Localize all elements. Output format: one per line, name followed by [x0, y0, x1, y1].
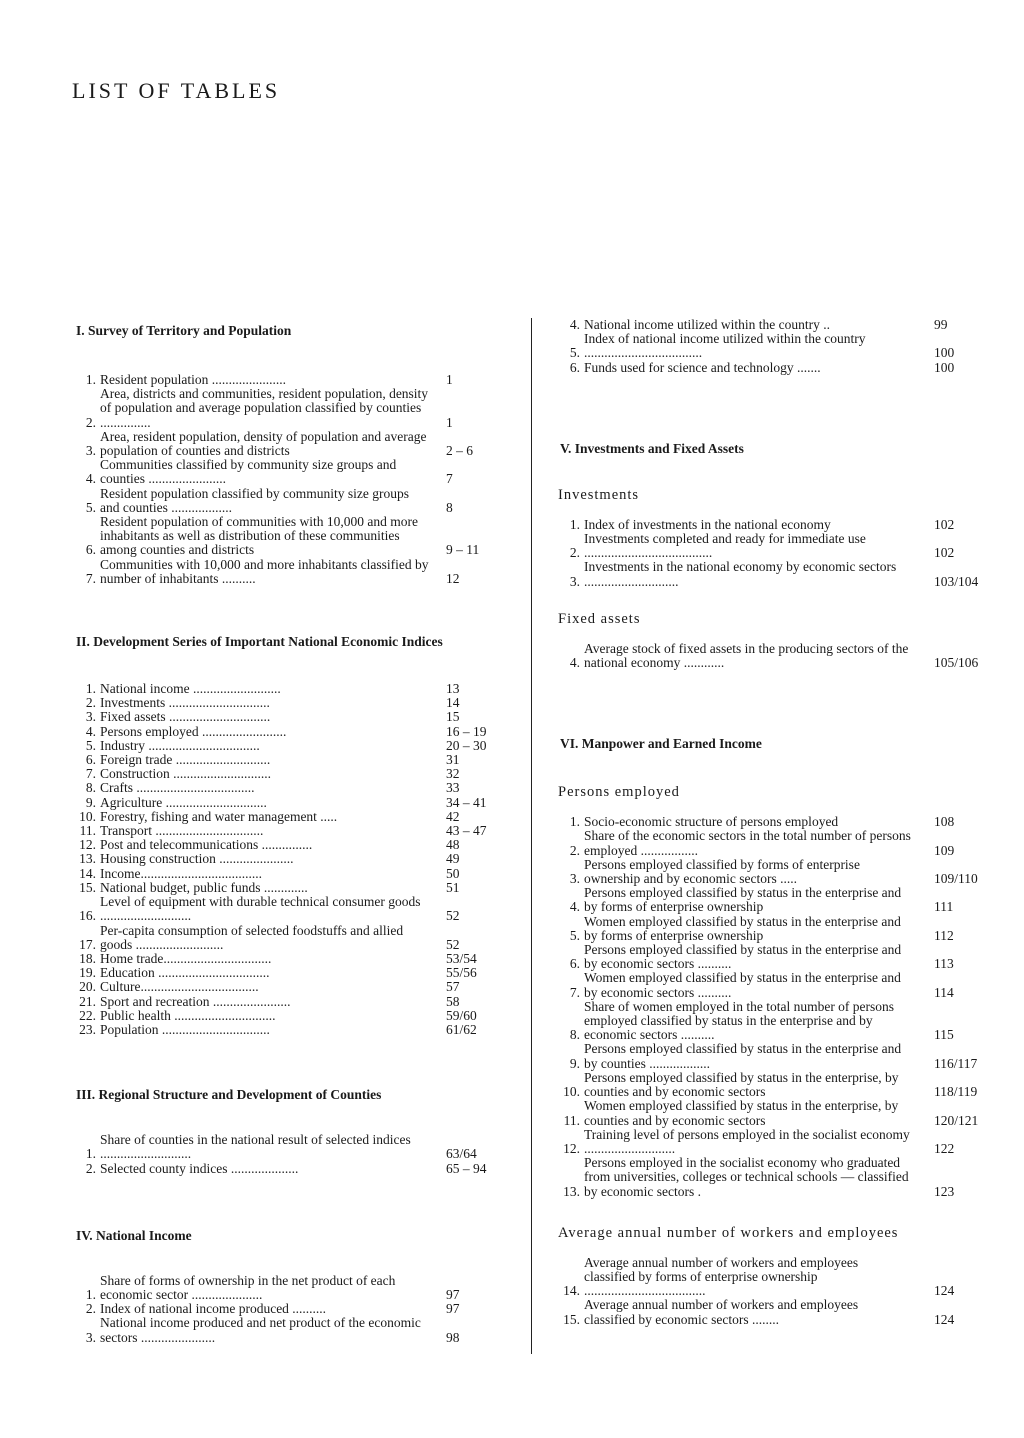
toc-entry[interactable]: [556, 1256, 996, 1299]
section-vi: [556, 736, 996, 1327]
entry-text: Forestry, fishing and water management .....: [100, 808, 338, 824]
entry-number: 4.: [85, 723, 96, 739]
entry-number: 2.: [85, 695, 96, 711]
subsection-heading: Fixed assets: [558, 610, 641, 627]
entry-text: Average stock of fixed assets in the producing sectors of the national economy ............: [584, 640, 909, 671]
entry-page: 33: [446, 780, 460, 796]
entry-list: [72, 373, 512, 586]
entry-list: [556, 815, 996, 1198]
section-i: [72, 323, 512, 586]
toc-entry[interactable]: [72, 1133, 512, 1161]
entry-text: Per-capita consumption of selected foodstuffs and allied goods ..........................: [100, 922, 404, 952]
entry-page: 123: [934, 1183, 955, 1199]
toc-entry[interactable]: [556, 1298, 996, 1326]
entry-text: Public health ..............................: [100, 1007, 276, 1023]
entry-number: 1.: [85, 372, 96, 387]
entry-text: Socio-economic structure of persons employed: [584, 814, 839, 830]
entry-page: 20 – 30: [446, 737, 487, 753]
toc-entry[interactable]: [556, 886, 996, 914]
entry-list: [556, 642, 996, 670]
entry-number: 2.: [569, 545, 580, 561]
entry-number: 2.: [85, 1301, 96, 1317]
entry-number: 2.: [569, 842, 580, 858]
entry-text: Index of national income produced ..........: [100, 1301, 327, 1317]
toc-entry[interactable]: [556, 943, 996, 971]
entry-number: 5.: [85, 499, 96, 515]
toc-entry[interactable]: [72, 1023, 512, 1037]
subsection-average-annual: [556, 1225, 996, 1327]
entry-page: 58: [446, 993, 460, 1009]
entry-page: 31: [446, 752, 460, 768]
entry-number: 2.: [85, 414, 96, 430]
entry-page: 103/104: [934, 573, 979, 589]
entry-text: Housing construction ......................: [100, 851, 294, 867]
section-heading: I. Survey of Territory and Population: [76, 323, 292, 338]
entry-list: [556, 518, 996, 589]
entry-text: Resident population ......................: [100, 372, 286, 387]
entry-number: 6.: [569, 956, 580, 972]
entry-text: Funds used for science and technology .......: [584, 359, 821, 375]
entry-page: 13: [446, 681, 460, 697]
toc-entry[interactable]: [72, 682, 512, 696]
toc-entry[interactable]: [556, 361, 996, 375]
entry-number: 7.: [85, 570, 96, 586]
toc-entry[interactable]: [556, 318, 996, 332]
entry-page: 105/106: [934, 655, 979, 671]
toc-entry[interactable]: [72, 1274, 512, 1302]
entry-number: 8.: [569, 1027, 580, 1043]
entry-page: 102: [934, 545, 955, 561]
section-heading: VI. Manpower and Earned Income: [560, 736, 762, 752]
toc-entry[interactable]: [72, 852, 512, 866]
entry-text: National income utilized within the country ..: [584, 317, 830, 332]
entry-text: Investments in the national economy by economic sectors ............................: [584, 559, 897, 589]
entry-page: 8: [446, 499, 453, 515]
entry-number: 12.: [79, 837, 96, 853]
entry-number: 6.: [85, 752, 96, 768]
entry-number: 3.: [85, 1329, 96, 1345]
entry-number: 4.: [569, 655, 580, 671]
entry-list: [72, 1133, 512, 1176]
entry-number: 6.: [569, 359, 580, 375]
toc-entry[interactable]: [72, 895, 512, 923]
toc-entry[interactable]: [72, 1009, 512, 1023]
entry-text: Area, districts and communities, resident population, density of population and average population classified by counties ...............: [100, 386, 429, 430]
entry-number: 4.: [85, 471, 96, 487]
section-ii: [72, 634, 512, 1037]
column-divider: [531, 318, 532, 1354]
entry-list: [72, 1274, 512, 1345]
entry-page: 61/62: [446, 1021, 477, 1037]
entry-number: 21.: [79, 993, 96, 1009]
entry-page: 34 – 41: [446, 794, 487, 810]
entry-page: 100: [934, 345, 955, 361]
entry-page: 57: [446, 979, 460, 995]
entry-text: National income produced and net product of the economic sectors ......................: [100, 1315, 421, 1345]
entry-page: 55/56: [446, 965, 477, 981]
entry-number: 14.: [563, 1283, 580, 1299]
entry-number: 1.: [85, 681, 96, 697]
subsection-heading: Persons employed: [558, 784, 680, 801]
entry-page: 109/110: [934, 871, 978, 887]
entry-page: 113: [934, 956, 954, 972]
entry-page: 14: [446, 695, 460, 711]
entry-text: Index of investments in the national economy: [584, 516, 831, 532]
entry-page: 115: [934, 1027, 954, 1043]
entry-text: Population ................................: [100, 1021, 270, 1037]
toc-entry[interactable]: [72, 515, 512, 558]
toc-entry[interactable]: [72, 558, 512, 586]
entry-number: 11.: [79, 823, 96, 839]
entry-text: Income....................................: [100, 865, 262, 881]
entry-page: 16 – 19: [446, 723, 487, 739]
toc-entry[interactable]: [72, 725, 512, 739]
entry-number: 5.: [569, 927, 580, 943]
entry-page: 118/119: [934, 1084, 978, 1100]
entry-number: 11.: [563, 1112, 580, 1128]
entry-number: 3.: [85, 443, 96, 459]
toc-entry[interactable]: [72, 980, 512, 994]
entry-number: 9.: [569, 1055, 580, 1071]
toc-entry[interactable]: [72, 838, 512, 852]
entry-text: Persons employed classified by forms of enterprise ownership and by economic sectors .....: [584, 856, 860, 887]
toc-entry[interactable]: [556, 915, 996, 943]
toc-entry[interactable]: [72, 696, 512, 710]
toc-entry[interactable]: [72, 966, 512, 980]
entry-page: 52: [446, 936, 460, 952]
entry-number: 15.: [563, 1311, 580, 1327]
entry-number: 12.: [563, 1140, 580, 1156]
entry-text: Sport and recreation .......................: [100, 993, 291, 1009]
entry-text: Women employed classified by status in the enterprise and by forms of enterprise ownership: [584, 913, 901, 943]
toc-entry[interactable]: [556, 1099, 996, 1127]
entry-text: Selected county indices ....................: [100, 1160, 299, 1176]
entry-text: Home trade................................: [100, 950, 272, 966]
entry-page: 124: [934, 1283, 955, 1299]
toc-entry[interactable]: [556, 1071, 996, 1099]
toc-entry[interactable]: [556, 971, 996, 999]
entry-number: 13.: [563, 1183, 580, 1199]
toc-entry[interactable]: [556, 829, 996, 857]
entry-text: Investments completed and ready for immediate use ......................................: [584, 531, 866, 561]
entry-text: Resident population classified by community size groups and counties ..................: [100, 485, 409, 515]
entry-number: 4.: [569, 317, 580, 332]
toc-entry[interactable]: [72, 881, 512, 895]
entry-text: Share of women employed in the total number of persons employed classified by status in the enterprise and by economic sectors ..........: [584, 998, 895, 1043]
toc-entry[interactable]: [72, 952, 512, 966]
section-heading: V. Investments and Fixed Assets: [560, 440, 744, 456]
entry-page: 49: [446, 851, 460, 867]
entry-page: 98: [446, 1329, 460, 1345]
entry-text: Share of forms of ownership in the net product of each economic sector .....................: [100, 1272, 396, 1302]
entry-number: 3.: [569, 871, 580, 887]
right-column: [556, 318, 996, 1327]
entry-text: Agriculture ..............................: [100, 794, 267, 810]
section-v: [556, 441, 996, 670]
entry-page: 112: [934, 927, 954, 943]
toc-entry[interactable]: [72, 373, 512, 387]
entry-text: National budget, public funds .............: [100, 879, 308, 895]
entry-number: 16.: [79, 908, 96, 924]
entry-page: 52: [446, 908, 460, 924]
entry-page: 111: [934, 899, 954, 915]
toc-entry[interactable]: [72, 1162, 512, 1176]
entry-text: Persons employed classified by status in the enterprise, by counties and by economic sectors: [584, 1069, 899, 1100]
entry-text: Communities classified by community size groups and counties .......................: [100, 457, 397, 487]
toc-entry[interactable]: [72, 710, 512, 724]
section-iv: [72, 1228, 512, 1345]
entry-page: 51: [446, 879, 460, 895]
toc-entry[interactable]: [556, 642, 996, 670]
entry-page: 120/121: [934, 1112, 979, 1128]
entry-text: Share of the economic sectors in the total number of persons employed .................: [584, 828, 911, 858]
entry-list: [72, 682, 512, 1037]
toc-entry[interactable]: [72, 458, 512, 486]
entry-text: Resident population of communities with 10,000 and more inhabitants as well as distribution of these communities among counties and districts: [100, 514, 418, 558]
entry-page: 15: [446, 709, 460, 725]
entry-text: Index of national income utilized within the country ...................................: [584, 331, 866, 361]
subsection-heading: Average annual number of workers and employees: [558, 1224, 899, 1241]
toc-entry[interactable]: [72, 739, 512, 753]
entry-number: 23.: [79, 1021, 96, 1037]
entry-text: Post and telecommunications ...............: [100, 837, 313, 853]
entry-number: 3.: [569, 573, 580, 589]
entry-text: Communities with 10,000 and more inhabitants classified by number of inhabitants ..........: [100, 556, 429, 586]
section-heading: II. Development Series of Important National Economic Indices: [76, 634, 443, 650]
entry-page: 116/117: [934, 1055, 978, 1071]
toc-entry[interactable]: [556, 518, 996, 532]
entry-page: 1: [446, 414, 453, 430]
entry-text: National income ..........................: [100, 681, 281, 697]
entry-page: 2 – 6: [446, 443, 473, 459]
entry-text: Women employed classified by status in the enterprise, by counties and by economic sectors: [584, 1098, 899, 1128]
entry-number: 1.: [85, 1286, 96, 1302]
page-title: LIST OF TABLES: [72, 78, 281, 103]
entry-text: Level of equipment with durable technical consumer goods ...........................: [100, 894, 421, 924]
entry-number: 10.: [79, 808, 96, 824]
toc-entry[interactable]: [556, 332, 996, 360]
entry-text: Persons employed classified by status in the enterprise and by counties ..................: [584, 1041, 902, 1071]
entry-number: 7.: [85, 766, 96, 782]
entry-number: 22.: [79, 1007, 96, 1023]
entry-text: Construction .............................: [100, 766, 271, 782]
entry-page: 97: [446, 1301, 460, 1317]
entry-number: 15.: [79, 879, 96, 895]
entry-page: 53/54: [446, 950, 477, 966]
entry-number: 18.: [79, 950, 96, 966]
entry-number: 1.: [569, 516, 580, 532]
toc-entry[interactable]: [72, 487, 512, 515]
toc-entry[interactable]: [72, 824, 512, 838]
entry-page: 109: [934, 842, 955, 858]
entry-page: 108: [934, 814, 955, 830]
entry-page: 124: [934, 1311, 955, 1327]
entry-text: Transport ................................: [100, 823, 264, 839]
entry-page: 100: [934, 359, 955, 375]
entry-page: 122: [934, 1140, 955, 1156]
toc-entry[interactable]: [556, 815, 996, 829]
toc-entry[interactable]: [72, 781, 512, 795]
toc-entry[interactable]: [72, 1316, 512, 1344]
entry-page: 59/60: [446, 1007, 477, 1023]
entry-page: 43 – 47: [446, 823, 487, 839]
entry-number: 2.: [85, 1160, 96, 1176]
toc-entry[interactable]: [556, 1000, 996, 1043]
toc-entry[interactable]: [72, 810, 512, 824]
entry-text: Area, resident population, density of population and average population of counties and districts: [100, 428, 427, 459]
subsection-heading: Investments: [558, 486, 640, 503]
toc-entry[interactable]: [72, 924, 512, 952]
entry-number: 7.: [569, 984, 580, 1000]
entry-page: 48: [446, 837, 460, 853]
entry-number: 20.: [79, 979, 96, 995]
entry-page: 12: [446, 570, 460, 586]
entry-number: 13.: [79, 851, 96, 867]
subsection-fixed-assets: [556, 611, 996, 670]
left-column: [72, 318, 512, 1345]
entry-text: Persons employed classified by status in the enterprise and by economic sectors ..........: [584, 942, 902, 972]
toc-entry[interactable]: [72, 1302, 512, 1316]
entry-text: Culture...................................: [100, 979, 259, 995]
entry-number: 6.: [85, 542, 96, 558]
toc-entry[interactable]: [556, 1156, 996, 1199]
entry-text: Average annual number of workers and employees classified by forms of enterprise ownership ....................................: [584, 1254, 859, 1299]
entry-text: Industry .................................: [100, 737, 260, 753]
entry-text: Average annual number of workers and employees classified by economic sectors ........: [584, 1297, 859, 1327]
section-heading: IV. National Income: [76, 1227, 192, 1243]
toc-entry[interactable]: [556, 858, 996, 886]
entry-page: 63/64: [446, 1146, 477, 1162]
entry-text: Foreign trade ............................: [100, 752, 271, 768]
toc-entry[interactable]: [72, 995, 512, 1009]
entry-text: Women employed classified by status in the enterprise and by economic sectors ..........: [584, 970, 901, 1000]
entry-text: Training level of persons employed in the socialist economy ...........................: [584, 1126, 910, 1156]
subsection-persons-employed: [556, 784, 996, 1198]
toc-entry[interactable]: [72, 430, 512, 458]
entry-text: Persons employed .........................: [100, 723, 287, 739]
entry-text: Persons employed classified by status in the enterprise and by forms of enterprise ownership: [584, 885, 902, 915]
entry-page: 65 – 94: [446, 1160, 487, 1176]
entry-number: 5.: [569, 345, 580, 361]
toc-entry[interactable]: [72, 753, 512, 767]
entry-page: 50: [446, 865, 460, 881]
entry-number: 19.: [79, 965, 96, 981]
toc-entry[interactable]: [556, 1042, 996, 1070]
entry-number: 8.: [85, 780, 96, 796]
entry-page: 114: [934, 984, 954, 1000]
entry-page: 42: [446, 808, 460, 824]
entry-text: Share of counties in the national result of selected indices ...........................: [100, 1132, 411, 1162]
entry-text: Persons employed in the socialist economy who graduated from universities, colleges or technical schools — classified by economic sectors .: [584, 1155, 909, 1199]
entry-text: Crafts ...................................: [100, 780, 255, 796]
entry-list: [556, 1256, 996, 1327]
entry-text: Fixed assets ..............................: [100, 709, 271, 725]
entry-text: Education .................................: [100, 965, 270, 981]
toc-entry[interactable]: [72, 387, 512, 430]
toc-entry[interactable]: [72, 767, 512, 781]
toc-entry[interactable]: [556, 532, 996, 560]
entry-number: 3.: [85, 709, 96, 725]
entry-number: 5.: [85, 737, 96, 753]
toc-entry[interactable]: [556, 1128, 996, 1156]
entry-number: 1.: [85, 1146, 96, 1162]
entry-page: 97: [446, 1286, 460, 1302]
entry-number: 10.: [563, 1084, 580, 1100]
entry-number: 4.: [569, 899, 580, 915]
entry-number: 17.: [79, 936, 96, 952]
toc-entry[interactable]: [72, 867, 512, 881]
entry-page: 1: [446, 372, 453, 387]
entry-number: 14.: [79, 865, 96, 881]
section-iii: [72, 1087, 512, 1176]
section-heading: III. Regional Structure and Development of Counties: [76, 1087, 382, 1103]
entry-page: 7: [446, 471, 453, 487]
entry-list: [556, 318, 996, 375]
entry-page: 9 – 11: [446, 542, 480, 558]
entry-page: 99: [934, 317, 948, 332]
toc-entry[interactable]: [556, 560, 996, 588]
entry-number: 1.: [569, 814, 580, 830]
entry-text: Investments ..............................: [100, 695, 270, 711]
entry-number: 9.: [85, 794, 96, 810]
subsection-investments: [556, 487, 996, 589]
toc-entry[interactable]: [72, 796, 512, 810]
entry-page: 102: [934, 516, 955, 532]
entry-page: 32: [446, 766, 460, 782]
